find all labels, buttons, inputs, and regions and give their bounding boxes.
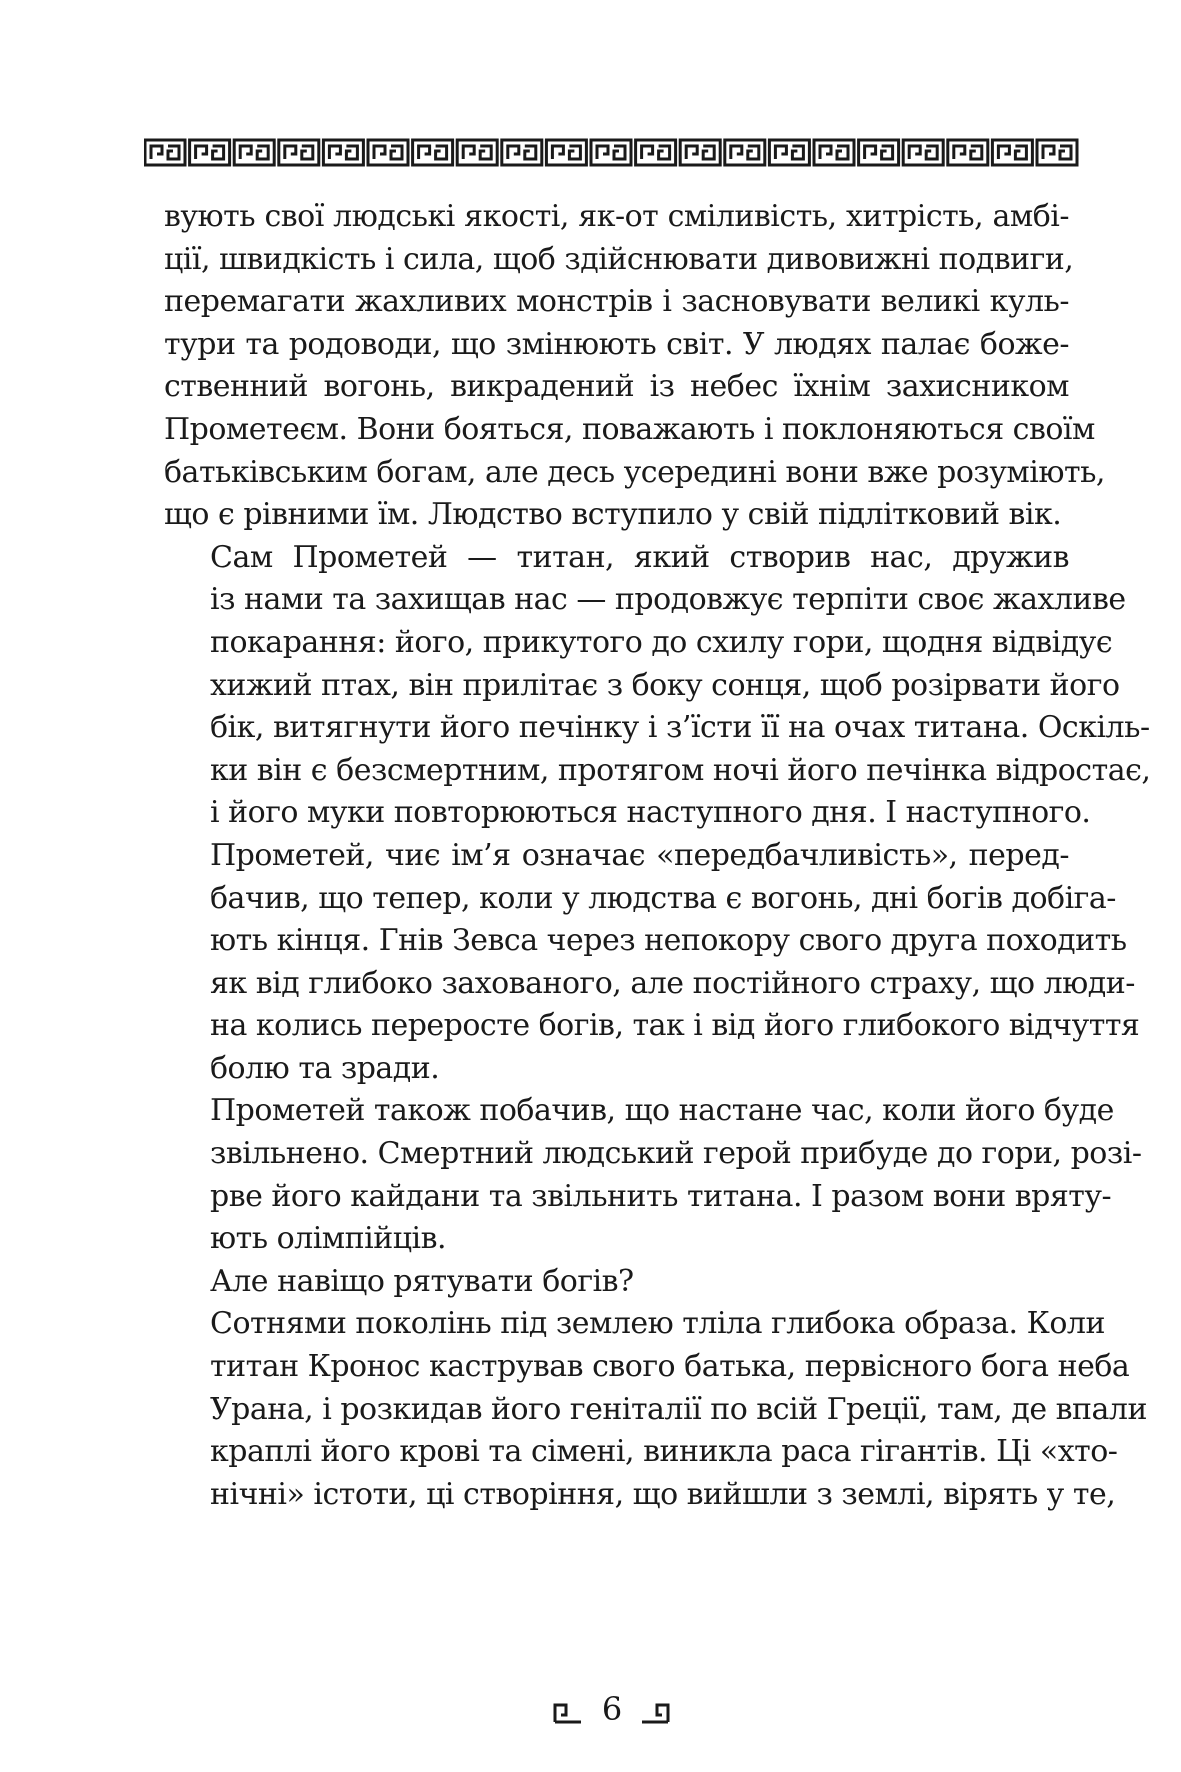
text-line: бік, витягнути його печінку і з’їсти її на очах титана. Оскіль- [210, 710, 1150, 746]
text-line: батьківським богам, але десь усередині вони вже розуміють, [164, 454, 1105, 490]
text-line: і його муки повторюються наступного дня. І наступного. [210, 795, 1091, 831]
paragraph [164, 1303, 1147, 1516]
text-line: Урана, і розкидав його геніталії по всій Греції, там, де впали [210, 1391, 1147, 1427]
text-line: титан Кронос кастрував свого батька, первісного бога неба [210, 1349, 1130, 1385]
text-line: звільнено. Смертний людський герой прибуде до гори, розі- [210, 1136, 1142, 1172]
paragraph [164, 1261, 1069, 1304]
text-line: із нами та захищав нас — продовжує терпіти своє жахливе [210, 582, 1126, 618]
text-line: вують свої людські якості, як-от сміливість, хитрість, амбі- [164, 199, 1069, 234]
paragraph [164, 196, 1105, 537]
text-line: як від глибоко захованого, але постійного страху, що люди- [210, 965, 1135, 1001]
text-line: бачив, що тепер, коли у людства є вогонь, дні богів добіга- [210, 880, 1116, 916]
text-line: Але навіщо рятувати богів? [210, 1263, 634, 1299]
text-line: ють олімпійців. [210, 1221, 447, 1257]
page-number: 6 [601, 1690, 623, 1728]
text-line: ки він є безсмертним, протягом ночі його печінка відростає, [210, 752, 1151, 788]
text-line: на колись переросте богів, так і від його глибокого відчуття [210, 1008, 1140, 1044]
text-line: Сотнями поколінь під землею тліла глибока образа. Коли [210, 1306, 1105, 1342]
text-line: краплі його крові та сімені, виникла раса гігантів. Ці «хто- [210, 1434, 1118, 1470]
text-line: ственний вогонь, викрадений із небес їхнім захисником [164, 369, 1069, 405]
paragraph [164, 835, 1140, 1091]
text-line: покарання: його, прикутого до схилу гори, щодня відвідує [210, 624, 1113, 660]
paragraph [164, 537, 1151, 835]
greek-key-border [144, 138, 1082, 168]
text-line: рве його кайдани та звільнить титана. І разом вони вряту- [210, 1178, 1112, 1214]
text-line: тури та родоводи, що змінюють світ. У людях палає боже- [164, 326, 1069, 362]
text-line: ють кінця. Гнів Зевса через непокору свого друга походить [210, 923, 1127, 959]
greek-key-ornament-left-icon [553, 1702, 583, 1724]
text-line: хижий птах, він прилітає з боку сонця, щоб розірвати його [210, 667, 1120, 703]
body-text [164, 196, 1151, 1516]
text-line: болю та зради. [210, 1050, 440, 1086]
text-line: нічні» істоти, ці створіння, що вийшли з землі, вірять у те, [210, 1476, 1116, 1512]
page-footer [0, 1690, 1181, 1738]
text-line: ції, швидкість і сила, щоб здійснювати дивовижні подвиги, [164, 241, 1074, 277]
text-line: Прометей, чиє ім’я означає «передбачливість», перед- [210, 837, 1069, 873]
text-line: що є рівними їм. Людство вступило у свій підлітковий вік. [164, 497, 1062, 533]
text-line: Сам Прометей — титан, який створив нас, дружив [210, 539, 1069, 575]
paragraph [164, 1090, 1142, 1260]
greek-key-ornament-right-icon [640, 1702, 670, 1724]
text-line: Прометеєм. Вони бояться, поважають і поклоняються своїм [164, 411, 1095, 447]
text-line: Прометей також побачив, що настане час, коли його буде [210, 1093, 1114, 1129]
text-line: перемагати жахливих монстрів і засновувати великі куль- [164, 284, 1069, 320]
